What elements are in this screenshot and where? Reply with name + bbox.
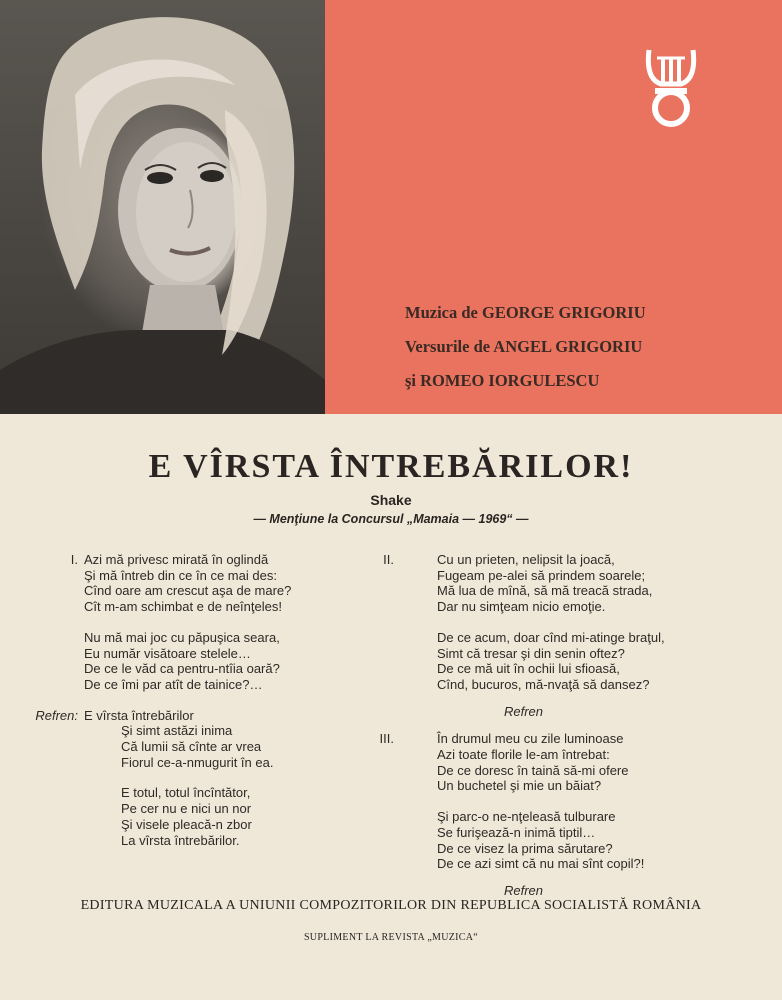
stanza-4 [400,630,700,693]
lyric-line: Cît m-am schimbat e de neînţeles! [84,599,282,615]
contest-mention: — Menţiune la Concursul „Mamaia — 1969“ — [253,512,529,526]
lyrics-right-column [379,552,700,911]
refren-tag: Refren [504,882,544,898]
refren-tag: Refren [504,703,544,719]
lyric-line: De ce le văd ca pentru-ntîia oară? [84,661,280,677]
lyric-line: Mă lua de mînă, să mă treacă strada, [437,583,653,599]
lyric-line: Azi toate florile le-am întrebat: [437,747,610,763]
refren-2 [84,785,384,848]
red-panel [325,0,782,414]
stanza-3 [383,552,700,615]
lyric-line: Şi simt astăzi inima [121,723,233,739]
lyric-line: E vîrsta întrebărilor [84,707,194,723]
lyric-line: Şi visele pleacă-n zbor [121,816,252,832]
portrait-illustration [0,0,325,414]
lyric-line: De ce mă uit în ochii lui sfioasă, [437,661,620,677]
stanza-marker: III. [379,731,394,747]
stanza-2 [84,630,384,693]
stanza-5 [379,731,700,794]
singer-photo [0,0,325,414]
lyric-line: E totul, totul încîntător, [121,785,251,801]
lyrics-credit-2: şi ROMEO IORGULESCU [405,371,600,390]
lyre-logo-icon [645,46,697,130]
lyric-line: Că lumii să cînte ar vrea [121,739,262,755]
song-genre: Shake [370,492,412,508]
song-title: E VÎRSTA ÎNTREBĂRILOR! [148,448,634,485]
lyric-line: Cînd oare am crescut aşa de mare? [84,583,292,599]
stanza-marker: I. [70,552,78,567]
lyric-line: Cu un prieten, nelipsit la joacă, [437,552,615,567]
lyric-line: Pe cer nu e nici un nor [121,801,252,817]
lyric-line: Azi mă privesc mirată în oglindă [84,552,269,567]
lyric-line: Fiorul ce-a-nmugurit în ea. [121,754,274,770]
lyric-line: Se furişează-n inimă tiptil… [437,824,596,840]
lyric-line: Simt că tresar şi din senin oftez? [437,645,625,661]
lyric-line: Fugeam pe-alei să prindem soarele; [437,567,646,583]
lyric-line: Cînd, bucuros, mă-nvaţă să dansez? [437,676,650,692]
lyric-line: De ce azi simt că nu mai sînt copil?! [437,856,645,872]
music-credit: Muzica de GEORGE GRIGORIU [405,303,646,322]
lyric-line: Un buchetel şi mie un băiat? [437,778,602,794]
refren-marker: Refren: [35,707,78,723]
lyric-line: Dar nu simţeam nicio emoţie. [437,599,606,615]
lyric-line: Şi parc-o ne-nţeleasă tulburare [437,809,616,825]
refren-1 [35,707,384,771]
lyric-line: De ce doresc în taină să-mi ofere [437,762,629,778]
stanza-1 [70,552,384,615]
stanza-6 [400,809,700,872]
lyric-line: Şi mă întreb din ce în ce mai des: [84,567,277,583]
supplement-line: SUPLIMENT LA REVISTA „MUZICA“ [303,932,479,943]
lyric-line: La vîrsta întrebărilor. [121,832,240,848]
header-band [0,0,782,414]
song-credits [405,296,775,398]
lyric-line: Nu mă mai joc cu păpuşica seara, [84,629,280,645]
lyric-line: Eu număr visătoare stelele… [84,645,251,661]
lyrics-left-column [35,552,384,863]
lyric-line: De ce acum, doar cînd mi-atinge braţul, [437,629,665,645]
lyric-line: În drumul meu cu zile luminoase [437,731,624,747]
stanza-marker: II. [383,552,394,567]
lyric-line: De ce îmi par atît de tainice?… [84,676,263,692]
lyric-line: De ce visez la prima sărutare? [437,840,613,856]
publisher-line: EDITURA MUZICALA A UNIUNII COMPOZITORILOR DIN REPUBLICA SOCIALISTĂ ROMÂNIA [80,898,702,913]
lyrics-credit: Versurile de ANGEL GRIGORIU [405,337,643,356]
